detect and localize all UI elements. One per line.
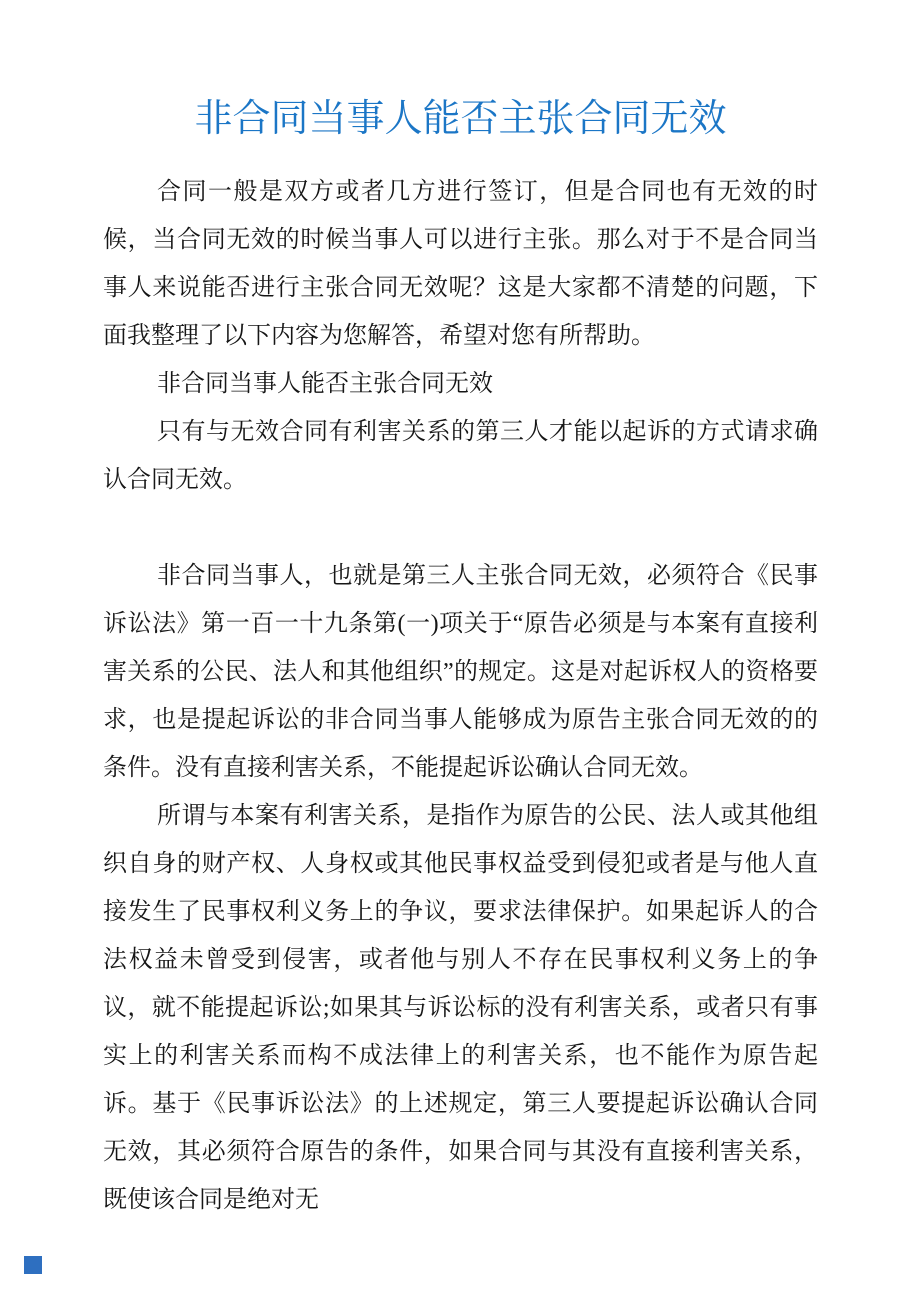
paragraph: 所谓与本案有利害关系，是指作为原告的公民、法人或其他组织自身的财产权、人身权或其他民事权益受到侵犯或者是与他人直接发生了民事权利义务上的争议，要求法律保护。如果起诉人的合法权益未曾受到侵害，或者他与别人不存在民事权利义务上的争议，就不能提起诉讼;如果其与诉讼标的没有利害关系，或者只有事实上的利害关系而构不成法律上的利害关系，也不能作为原告起诉。基于《民事诉讼法》的上述规定，第三人要提起诉讼确认合同无效，其必须符合原告的条件，如果合同与其没有直接利害关系，既使该合同是绝对无 — [103, 803, 818, 1213]
paragraph: 合同一般是双方或者几方进行签订，但是合同也有无效的时候，当合同无效的时候当事人可以进行主张。那么对于不是合同当事人来说能否进行主张合同无效呢？这是大家都不清楚的问题，下面我整理了以下内容为您解答，希望对您有所帮助。 — [103, 179, 818, 349]
paragraph: 非合同当事人能否主张合同无效 — [157, 371, 493, 397]
paragraph: 非合同当事人，也就是第三人主张合同无效，必须符合《民事诉讼法》第一百一十九条第(一)项关于“原告必须是与本案有直接利害关系的公民、法人和其他组织”的规定。这是对起诉权人的资格要求，也是提起诉讼的非合同当事人能够成为原告主张合同无效的的条件。没有直接利害关系，不能提起诉讼确认合同无效。 — [103, 563, 818, 781]
paragraph — [103, 504, 818, 552]
page-corner-marker — [24, 1256, 42, 1274]
document-body — [103, 168, 818, 1224]
document-title: 非合同当事人能否主张合同无效 — [194, 98, 727, 140]
paragraph: 只有与无效合同有利害关系的第三人才能以起诉的方式请求确认合同无效。 — [103, 419, 818, 493]
